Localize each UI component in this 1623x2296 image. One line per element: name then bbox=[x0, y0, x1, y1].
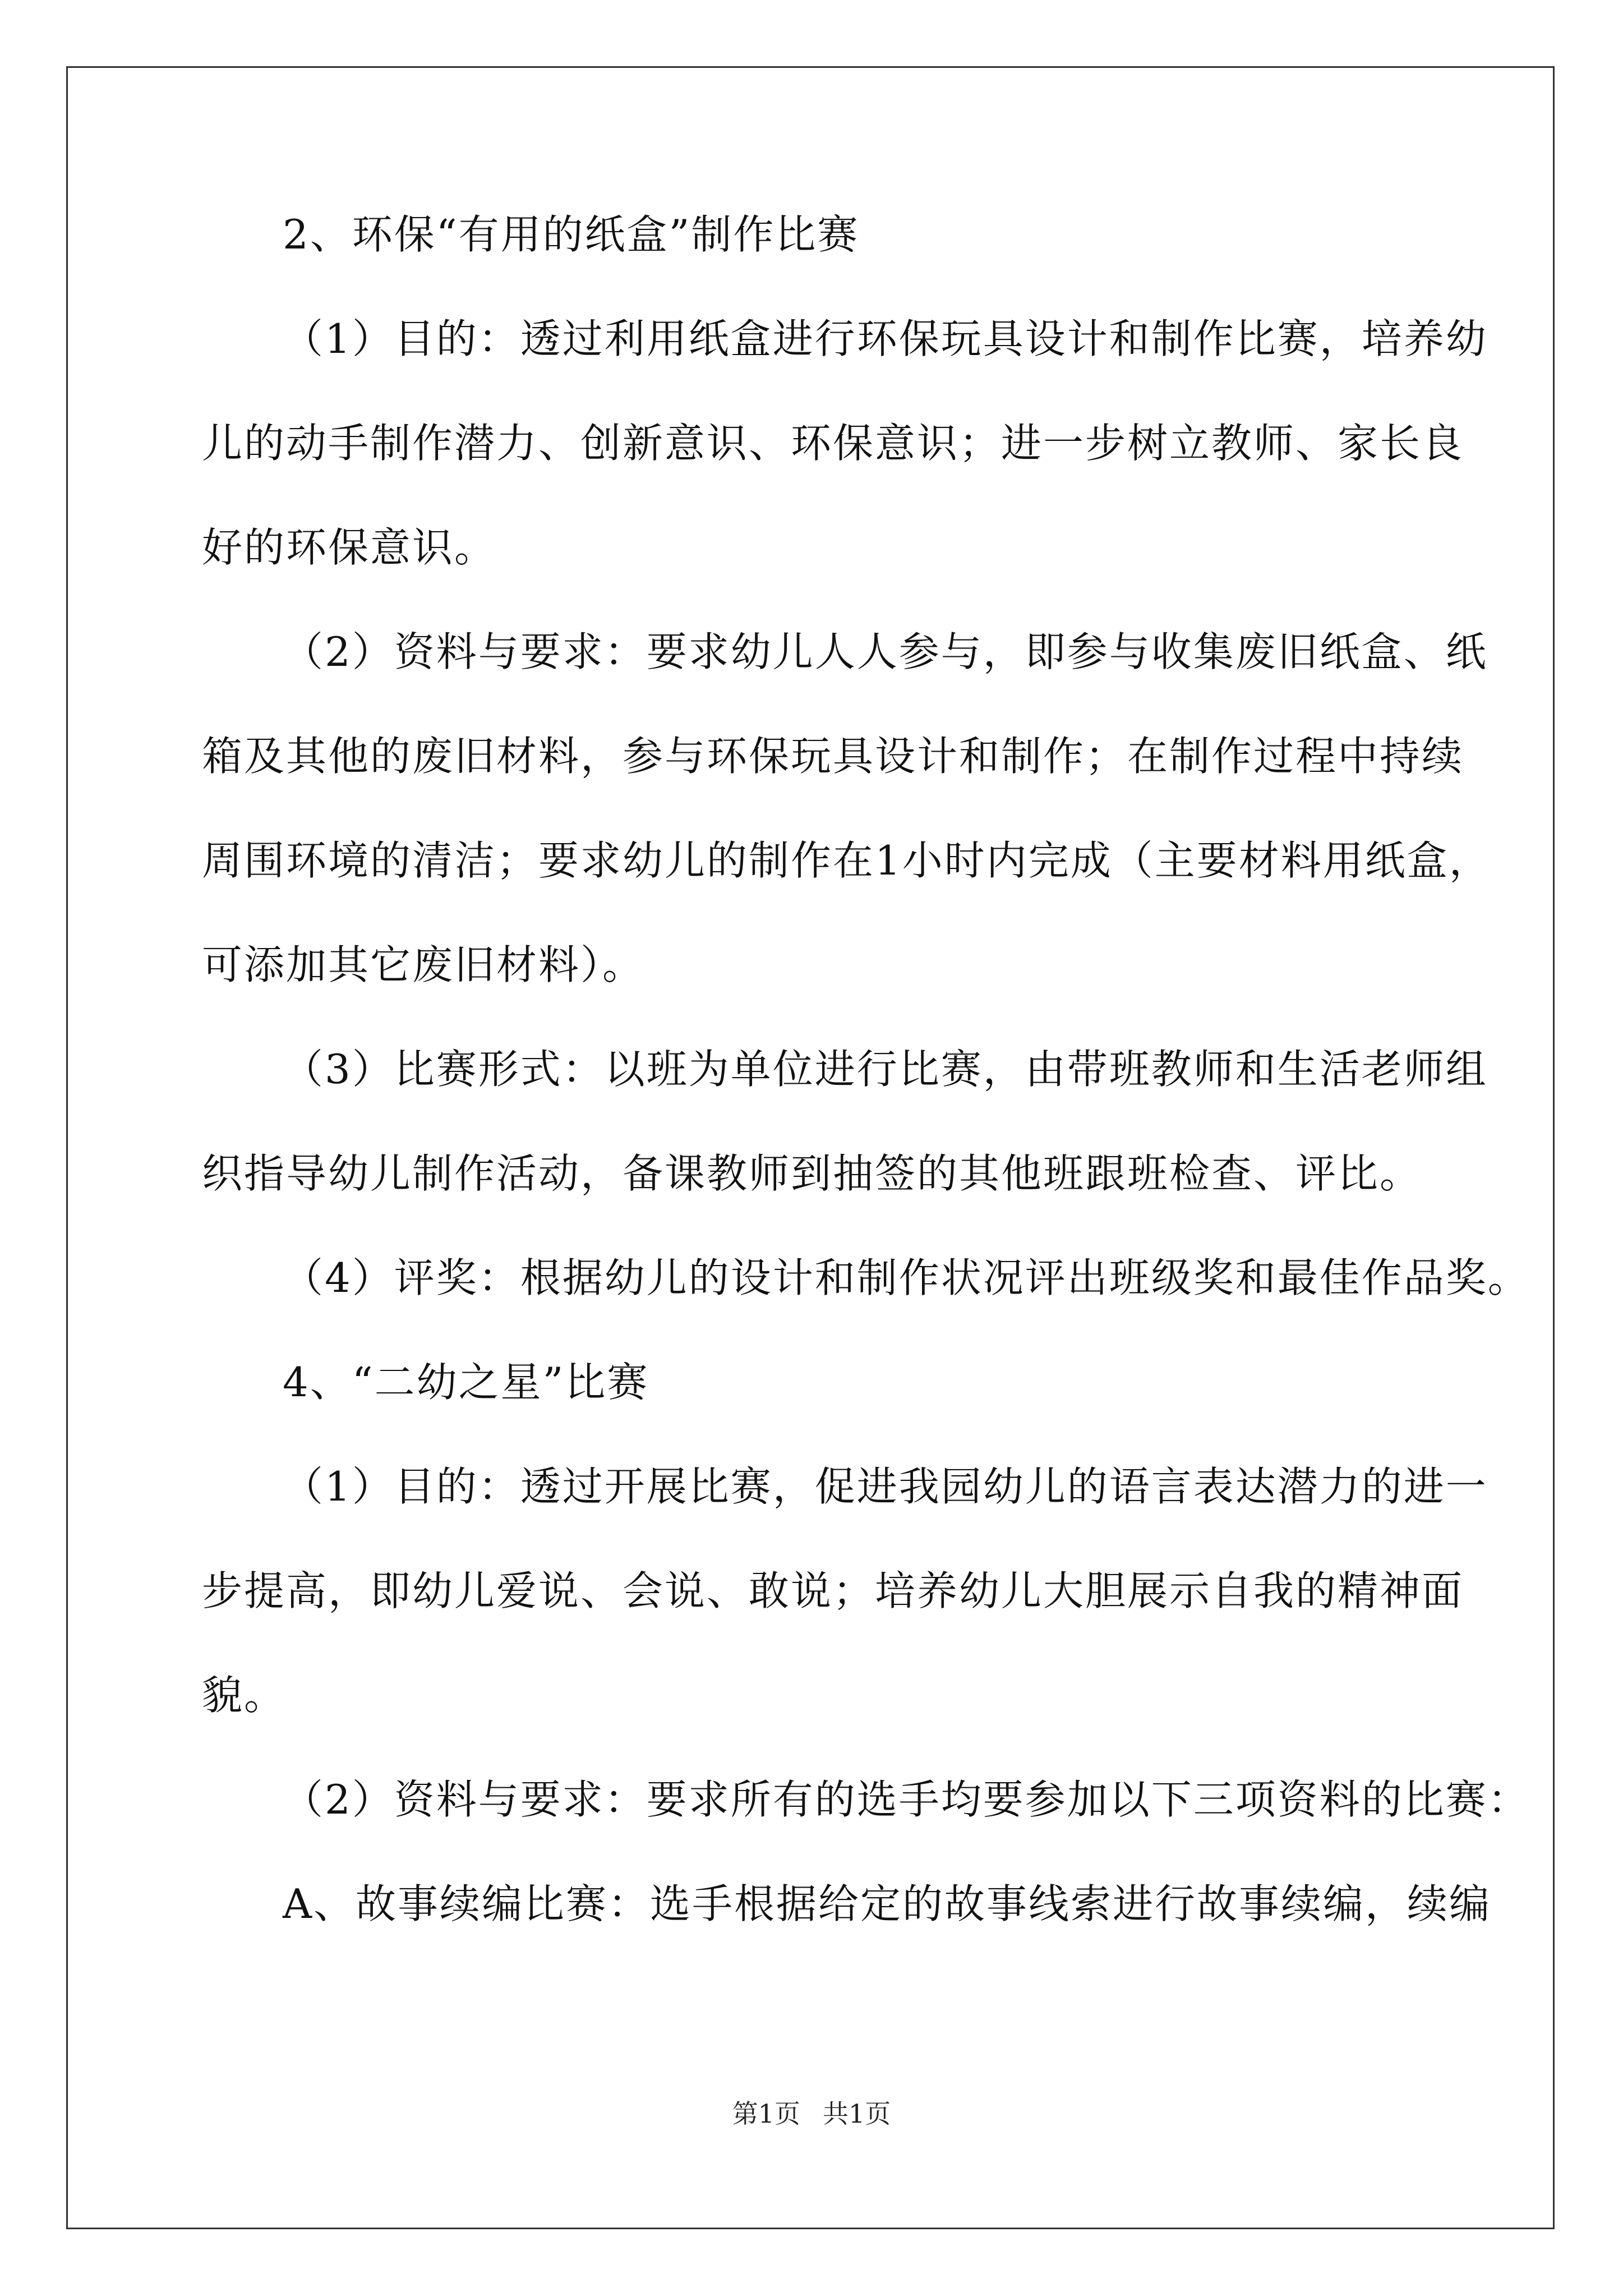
paragraph-line: 可添加其它废旧材料）。 bbox=[202, 941, 645, 988]
paragraph-line: （2）资料与要求：要求幼儿人人参与，即参与收集废旧纸盒、纸 bbox=[283, 628, 1488, 675]
page-number-current: 第1页 bbox=[732, 2099, 800, 2129]
paragraph-line: 步提高，即幼儿爱说、会说、敢说；培养幼儿大胆展示自我的精神面 bbox=[202, 1567, 1464, 1614]
paragraph-line: 箱及其他的废旧材料，参与环保玩具设计和制作；在制作过程中持续 bbox=[202, 733, 1464, 780]
page-number-total: 共1页 bbox=[823, 2099, 891, 2129]
paragraph-line: 貌。 bbox=[202, 1672, 287, 1719]
document-body bbox=[202, 209, 1530, 1930]
heading-star-contest: 4、“二幼之星”比赛 bbox=[283, 1359, 649, 1406]
paragraph-line: A、故事续编比赛：选手根据给定的故事线索进行故事续编，续编 bbox=[283, 1880, 1491, 1927]
page-footer bbox=[0, 2097, 1623, 2131]
paragraph-line: （1）目的：透过利用纸盒进行环保玩具设计和制作比赛，培养幼 bbox=[283, 315, 1488, 362]
paragraph-line: （2）资料与要求：要求所有的选手均要参加以下三项资料的比赛： bbox=[283, 1776, 1530, 1823]
paragraph-line: 儿的动手制作潜力、创新意识、环保意识；进一步树立教师、家长良 bbox=[202, 420, 1464, 467]
paragraph-line: 织指导幼儿制作活动，备课教师到抽签的其他班跟班检查、评比。 bbox=[202, 1150, 1422, 1197]
paragraph-line: （1）目的：透过开展比赛，促进我园幼儿的语言表达潜力的进一 bbox=[283, 1463, 1488, 1510]
paragraph-line: （4）评奖：根据幼儿的设计和制作状况评出班级奖和最佳作品奖。 bbox=[283, 1254, 1530, 1301]
paragraph-line: 周围环境的清洁；要求幼儿的制作在1小时内完成（主要材料用纸盒， bbox=[202, 837, 1491, 884]
paragraph-line: （3）比赛形式：以班为单位进行比赛，由带班教师和生活老师组 bbox=[283, 1046, 1488, 1093]
paragraph-line: 好的环保意识。 bbox=[202, 524, 497, 571]
heading-paper-box-contest: 2、环保“有用的纸盒”制作比赛 bbox=[283, 211, 860, 258]
